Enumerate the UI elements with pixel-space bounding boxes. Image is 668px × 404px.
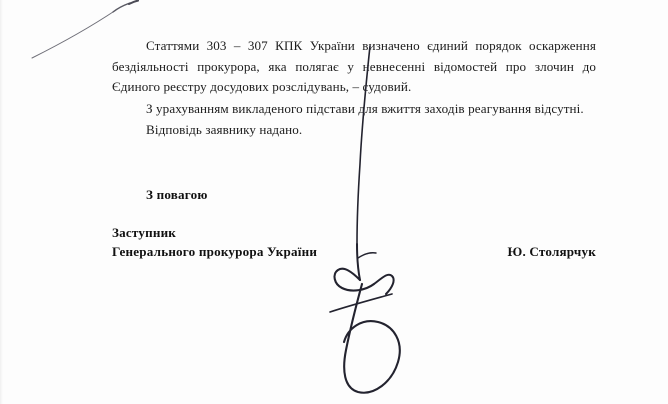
page-edge-shadow	[0, 0, 3, 404]
signature-block	[112, 223, 596, 261]
closing-salutation: З повагою	[146, 187, 208, 202]
signer-title-line-1: Заступник	[112, 225, 177, 240]
paragraph-3: Відповідь заявнику надано.	[146, 122, 303, 137]
signer-name: Ю. Столярчук	[507, 244, 596, 259]
paragraph-2: З урахуванням викладеного підстави для вжиття заходів реагування відсутні.	[146, 100, 584, 116]
letter-body	[112, 36, 596, 141]
signer-title-row	[112, 242, 596, 261]
signer-title-line-2: Генерального прокурора України	[112, 244, 318, 259]
paragraph-1: Статтями 303 – 307 КПК України визначено єдиний порядок оскарження бездіяльності прокурора, яка полягає у невнесенні відомостей про злочин до Єдиного реєстру досудових розслідувань, – судовий.	[112, 38, 596, 94]
